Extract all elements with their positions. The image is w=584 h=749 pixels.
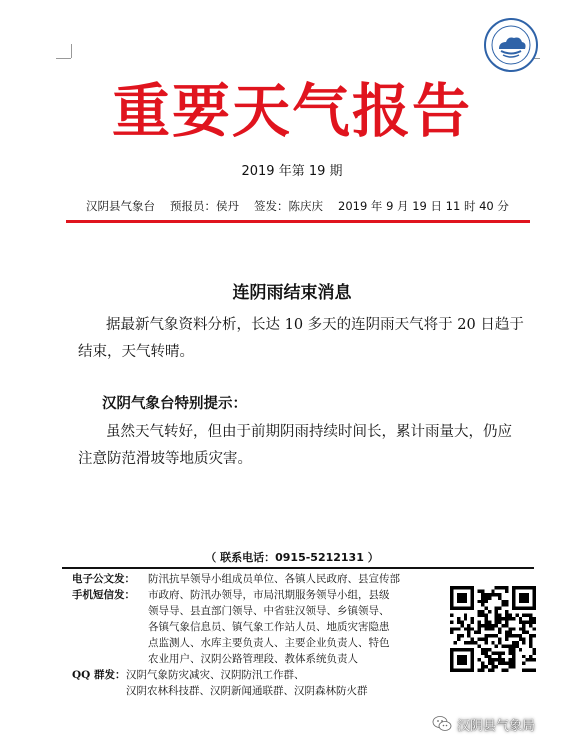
sms-distribution-cont xyxy=(72,635,452,651)
sms-label: 手机短信发： xyxy=(72,589,135,601)
special-reminder-heading: 汉阴气象台特别提示： xyxy=(102,395,247,412)
sms-distribution-cont xyxy=(72,603,452,619)
china-meteorological-logo xyxy=(483,17,539,73)
crop-mark-top-left-v xyxy=(71,44,72,58)
crop-mark-top-left-h xyxy=(56,58,71,59)
report-title: 重要天气报告 xyxy=(111,77,472,145)
issue-datetime: 2019 年 9 月 19 日 11 时 40 分 xyxy=(338,199,509,213)
black-divider xyxy=(62,567,534,569)
red-divider xyxy=(66,220,530,223)
sms-distribution-cont xyxy=(72,619,452,635)
email-label: 电子公文发： xyxy=(72,573,135,585)
sms-recipients-line: 农业用户、汉阴公路管理段、教体系统负责人 xyxy=(148,653,358,665)
email-distribution xyxy=(72,571,452,587)
sms-recipients-line: 点监测人、水库主要负责人、主要企业负责人、特色 xyxy=(148,637,390,649)
qr-code[interactable] xyxy=(450,586,536,672)
qq-distribution xyxy=(72,667,452,683)
sms-recipients-line: 市政府、防汛办领导，市局汛期服务领导小组，县级 xyxy=(148,589,390,601)
article-paragraph-2: 虽然天气转好，但由于前期阴雨持续时间长，累计雨量大，仍应注意防范滑坡等地质灾害。 xyxy=(78,424,512,467)
sms-recipients-line: 各镇气象信息员、镇气象工作站人员、地质灾害隐患 xyxy=(148,621,390,633)
issue-number: 2019 年第 19 期 xyxy=(241,164,343,179)
station-name: 汉阴县气象台 xyxy=(86,199,155,213)
qq-label: QQ 群发： xyxy=(72,669,126,681)
contact-phone: （ 联系电话：0915-5212131 ） xyxy=(205,551,379,564)
qq-groups-line: 汉阴气象防灾减灾、汉阴防汛工作群、 xyxy=(126,669,305,681)
issuer: 签发：陈庆庆 xyxy=(254,199,323,213)
wechat-icon xyxy=(432,714,452,734)
email-recipients: 防汛抗旱领导小组成员单位、各镇人民政府、县宣传部 xyxy=(148,573,400,585)
article-heading: 连阴雨结束消息 xyxy=(232,283,352,303)
report-meta xyxy=(86,198,526,214)
wechat-watermark xyxy=(432,713,535,735)
qq-distribution-cont xyxy=(72,683,452,699)
distribution-list xyxy=(72,571,452,699)
sms-distribution-cont xyxy=(72,651,452,667)
sms-distribution xyxy=(72,587,452,603)
qq-groups-line: 汉阴农林科技群、汉阴新闻通联群、汉阴森林防火群 xyxy=(126,685,368,697)
article-paragraph-1: 据最新气象资料分析，长达 10 多天的连阴雨天气将于 20 日趋于结束，天气转晴。 xyxy=(78,317,524,360)
forecaster: 预报员：侯丹 xyxy=(170,199,239,213)
watermark-text: 汉阴县气象局 xyxy=(457,718,536,734)
sms-recipients-line: 领导导、县直部门领导、中省驻汉领导、乡镇领导、 xyxy=(148,605,390,617)
